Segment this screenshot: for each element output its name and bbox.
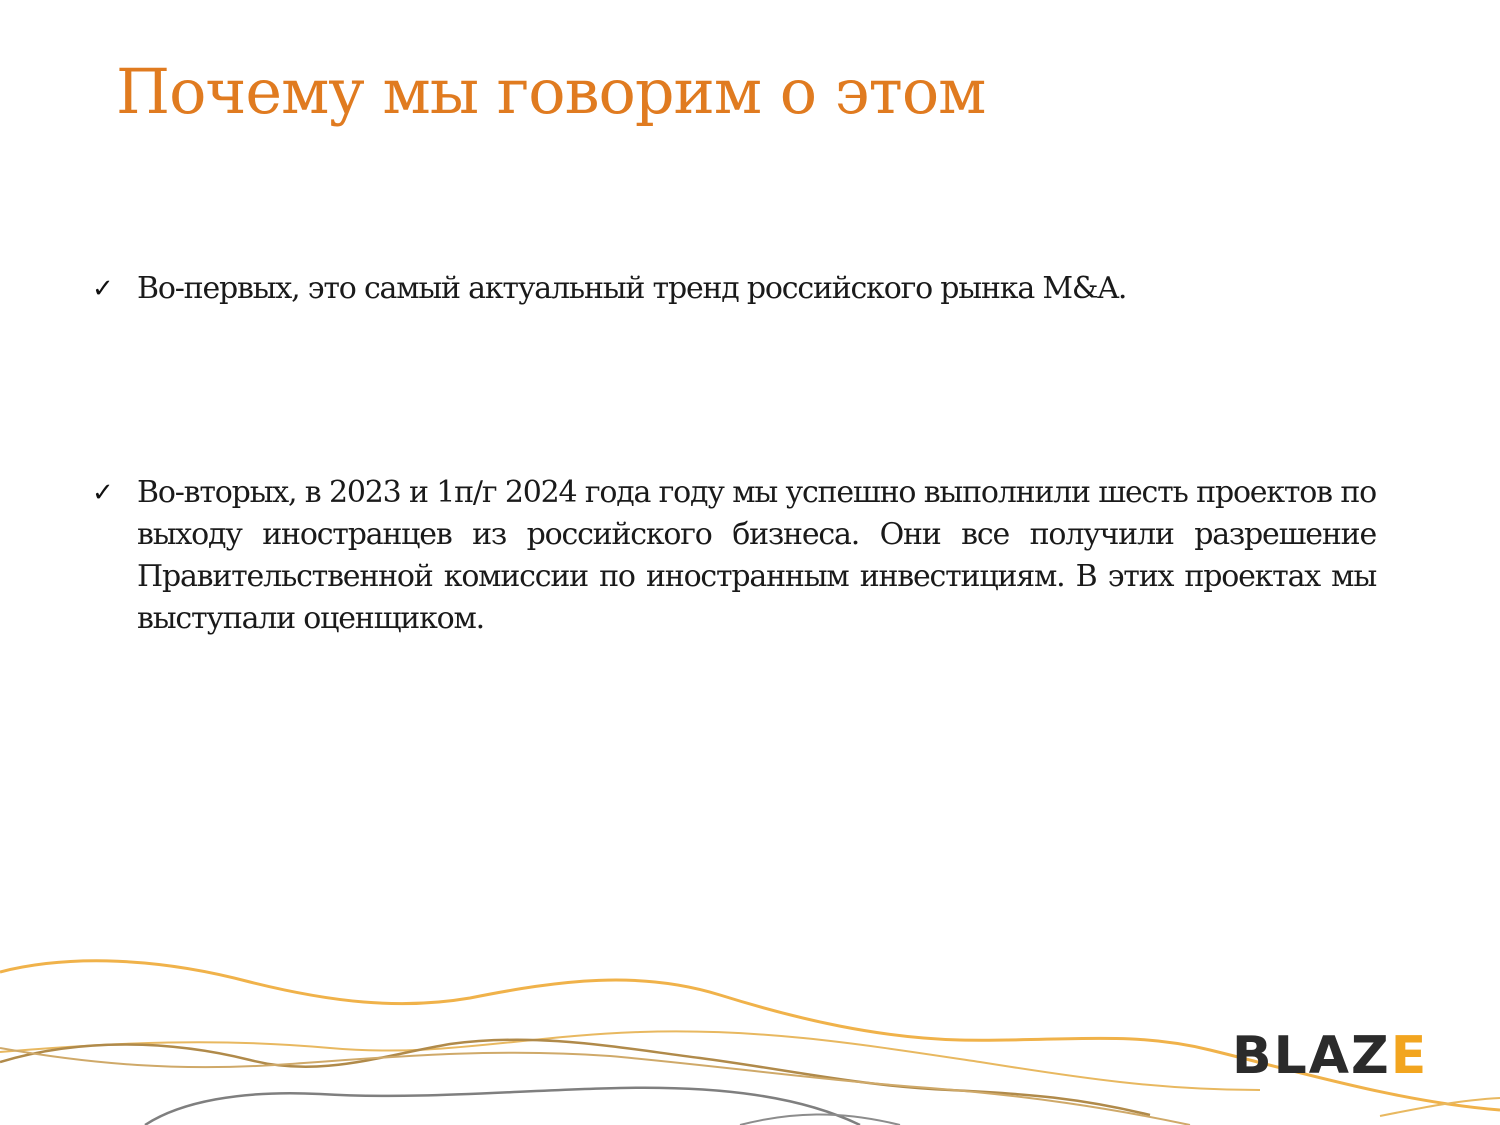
wave-line-tan	[0, 1048, 1190, 1125]
logo-text-mid: Z	[1351, 1026, 1391, 1086]
bullet-text-1: Во-первых, это самый актуальный тренд российского рынка M&A.	[137, 271, 1127, 306]
logo-text-main: BLA	[1232, 1026, 1352, 1086]
bullet-item-1	[92, 268, 1376, 310]
slide-title: Почему мы говорим о этом	[116, 55, 986, 128]
bullet-text-2: Во-вторых, в 2023 и 1п/г 2024 года году мы успешно выполнили шесть проектов по выходу иностранцев из российского бизнеса. Они все получили разрешение Правительственной комиссии по иностранным инвестициям. В этих проектах мы выступали оценщиком.	[137, 475, 1376, 636]
wave-line-gray	[145, 1088, 860, 1125]
checkmark-icon: ✓	[92, 478, 114, 508]
wave-line-orange-thin	[0, 1031, 1260, 1090]
blaze-logo	[1232, 1026, 1428, 1086]
checkmark-icon: ✓	[92, 274, 114, 304]
logo-text-accent: E	[1390, 1026, 1429, 1086]
bullet-item-2	[92, 472, 1376, 640]
wave-line-brown	[0, 1040, 1150, 1115]
wave-line-gray-small	[740, 1114, 900, 1125]
